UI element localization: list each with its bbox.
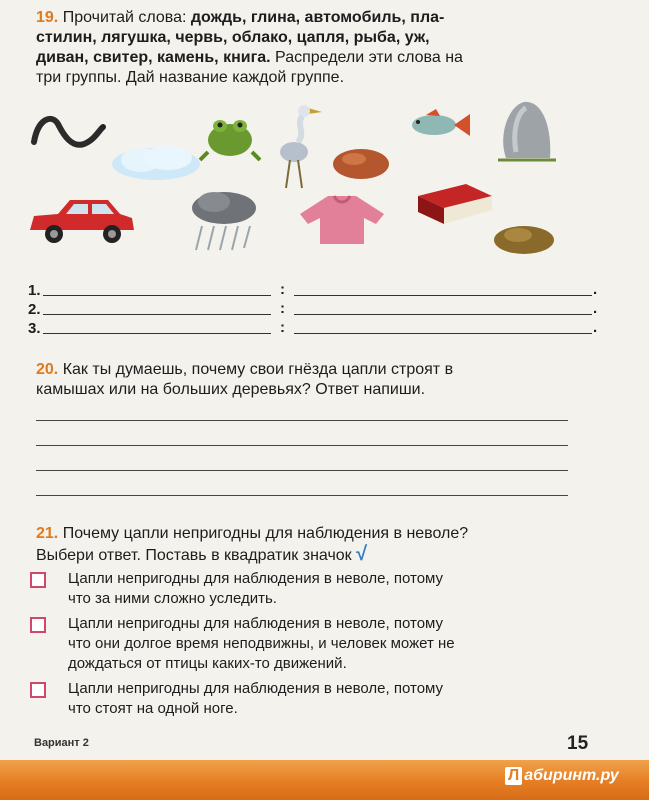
- answer-option-line: что они долгое время неподвижны, и человек может не: [68, 635, 455, 652]
- answer-option-2: [68, 614, 571, 674]
- variant-label: Вариант 2: [34, 737, 89, 749]
- answer-row-number: 2.: [28, 301, 41, 318]
- answer-row: [28, 281, 598, 300]
- answer-checkbox-2[interactable]: [30, 617, 46, 633]
- task-20-line1: Как ты думаешь, почему свои гнёзда цапли строят в: [62, 361, 454, 378]
- answer-row: [28, 319, 598, 338]
- heron-icon: [272, 98, 328, 190]
- answer-group-words-line[interactable]: [294, 333, 592, 334]
- book-icon: [414, 178, 494, 228]
- answer-checkbox-3[interactable]: [30, 682, 46, 698]
- answer-option-line: что за ними сложно уследить.: [68, 590, 277, 607]
- worm-icon: [28, 104, 110, 164]
- answer-row-dot: .: [593, 319, 598, 336]
- cloud-icon: [106, 140, 204, 184]
- answer-option-1: [68, 569, 571, 609]
- answer-row-number: 3.: [28, 320, 41, 337]
- task-20-line2: камышах или на больших деревьях? Ответ напиши.: [36, 381, 426, 398]
- task-19-words-line2: стилин, лягушка, червь, облако, цапля, рыба, уж,: [36, 29, 430, 46]
- watermark-mark: Л: [505, 767, 522, 785]
- plasticine-icon: [490, 218, 558, 258]
- answer-group-name-line[interactable]: [43, 333, 271, 334]
- task-20-number: 20.: [36, 361, 59, 378]
- answer-row-dot: .: [593, 300, 598, 317]
- task-19-words-line3: диван, свитер, камень, книга.: [36, 49, 271, 66]
- answer-write-line[interactable]: [36, 470, 568, 471]
- sweater-icon: [296, 192, 388, 246]
- answer-group-name-line[interactable]: [43, 314, 271, 315]
- answer-group-name-line[interactable]: [43, 295, 271, 296]
- watermark-logo: [505, 767, 619, 785]
- answer-option-line: дождаться от птицы каких-то движений.: [68, 655, 347, 672]
- checkmark-icon: √: [356, 543, 368, 565]
- task-19-text: [36, 8, 581, 88]
- answer-row-colon: :: [280, 300, 285, 317]
- answer-option-3: [68, 679, 571, 719]
- answer-group-words-line[interactable]: [294, 295, 592, 296]
- clay-icon: [330, 144, 392, 182]
- page-number: 15: [567, 733, 589, 754]
- task-19-words-line1: дождь, глина, автомобиль, пла-: [190, 9, 445, 26]
- task-21-number: 21.: [36, 525, 59, 542]
- rain-cloud-icon: [188, 188, 262, 254]
- task-21-text: [36, 524, 581, 566]
- answer-option-line: Цапли непригодны для наблюдения в неволе, потому: [68, 680, 444, 697]
- task-19-instruction-line4: три группы. Дай название каждой группе.: [36, 69, 345, 86]
- answer-row-number: 1.: [28, 282, 41, 299]
- task-20-text: [36, 360, 581, 400]
- car-icon: [24, 194, 138, 248]
- task-19-number: 19.: [36, 9, 59, 26]
- answer-write-line[interactable]: [36, 495, 568, 496]
- answer-option-line: Цапли непригодны для наблюдения в неволе, потому: [68, 615, 444, 632]
- answer-checkbox-1[interactable]: [30, 572, 46, 588]
- answer-option-line: Цапли непригодны для наблюдения в неволе, потому: [68, 570, 444, 587]
- task-21-line1: Почему цапли непригодны для наблюдения в неволе?: [62, 525, 469, 542]
- answer-row: [28, 300, 598, 319]
- answer-write-line[interactable]: [36, 420, 568, 421]
- watermark-text: абиринт.ру: [524, 767, 619, 784]
- answer-write-line[interactable]: [36, 445, 568, 446]
- answer-row-colon: :: [280, 281, 285, 298]
- task-21-line2: Выбери ответ. Поставь в квадратик значок: [36, 547, 352, 564]
- answer-group-words-line[interactable]: [294, 314, 592, 315]
- task-19-intro: Прочитай слова:: [62, 9, 187, 26]
- answer-row-dot: .: [593, 281, 598, 298]
- stone-icon: [494, 96, 560, 164]
- frog-icon: [198, 110, 262, 164]
- task-19-instruction: Распредели эти слова на: [275, 49, 463, 66]
- fish-icon: [404, 106, 472, 144]
- answer-option-line: что стоят на одной ноге.: [68, 700, 238, 717]
- answer-row-colon: :: [280, 319, 285, 336]
